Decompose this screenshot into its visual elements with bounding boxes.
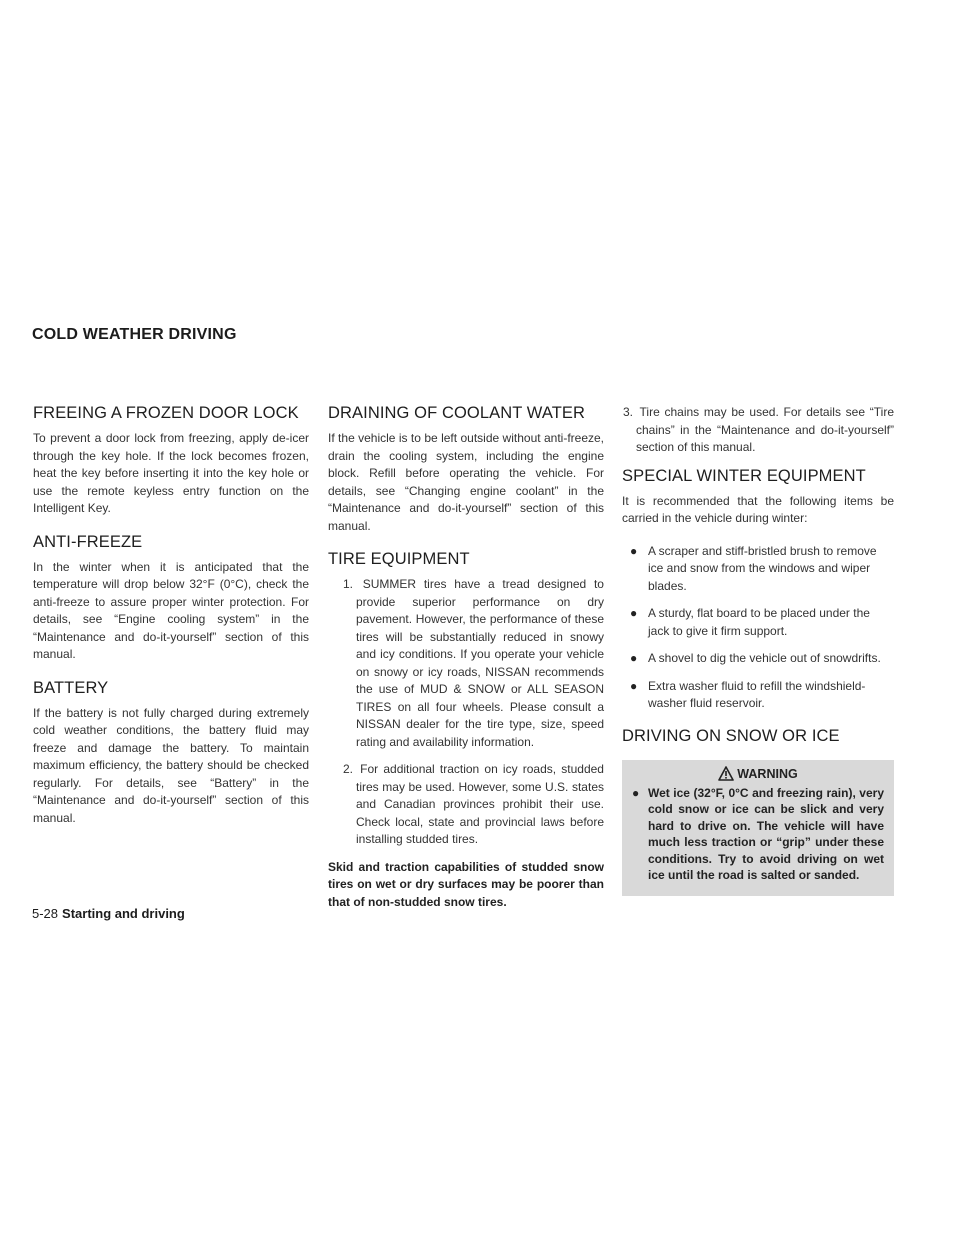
paragraph-special-winter-equipment: It is recommended that the following items be carried in the vehicle during winter: [622,493,894,525]
column-3 [622,404,894,896]
list-item-text: Tire chains may be used. For details see “Tire chains” in the “Maintenance and do-it-yourself” section of this manual. [636,405,894,454]
heading-driving-snow-ice: DRIVING ON SNOW OR ICE [622,726,840,745]
heading-anti-freeze: ANTI-FREEZE [33,532,143,551]
chapter-title: Starting and driving [62,906,185,921]
list-item [328,761,604,849]
winter-equipment-list [622,543,894,713]
studded-tire-note: Skid and traction capabilities of studded snow tires on wet or dry surfaces may be poorer than that of non-studded snow tires. [328,859,604,909]
list-item [622,605,894,640]
list-item [622,678,894,713]
section-title: COLD WEATHER DRIVING [32,326,237,343]
heading-frozen-door-lock: FREEING A FROZEN DOOR LOCK [33,404,299,422]
warning-label: WARNING [737,766,798,781]
heading-battery: BATTERY [33,678,109,697]
list-item-text: SUMMER tires have a tread designed to provide superior performance on dry pavement. However, the performance of these tires will be substantially reduced in snowy and icy conditions. If you operate your vehicle on snowy or icy roads, NISSAN recommends the use of MUD & SNOW or ALL SEASON TIRES on all four wheels. Please consult a NISSAN dealer for the tire type, size, speed rating and availability information. [356,577,604,749]
warning-text-content: Wet ice (32°F, 0°C and freezing rain), very cold snow or ice can be slick and very hard to drive on. The vehicle will have much less traction or “grip” under these conditions. Try to avoid driving on wet ice until the road is salted or sanded. [648,785,884,882]
paragraph-frozen-door-lock: To prevent a door lock from freezing, apply de-icer through the key hole. If the lock becomes frozen, heat the key before inserting it into the key hole or use the remote keyless entry function on the Intelligent Key. [33,431,309,515]
heading-draining-coolant: DRAINING OF COOLANT WATER [328,404,586,422]
tire-equipment-list [328,576,604,849]
list-item [622,543,894,596]
heading-special-winter-equipment: SPECIAL WINTER EQUIPMENT [622,466,866,485]
page-footer [32,906,185,921]
column-1 [33,404,309,842]
bullet-icon: ● [630,678,638,693]
warning-header [622,760,894,785]
list-item [622,404,894,457]
paragraph-anti-freeze: In the winter when it is anticipated that the temperature will drop below 32°F (0°C), check the anti-freeze to assure proper winter protection. For details, see “Engine cooling system” in the “Maintenance and do-it-yourself” section of this manual. [33,559,309,661]
warning-box [622,760,894,896]
list-item-text: For additional traction on icy roads, studded tires may be used. However, some U.S. states and Canadian provinces prohibit their use. Check local, state and provincial laws before installing studded tires. [356,762,604,846]
list-item [622,650,894,668]
bullet-icon: ● [632,785,640,800]
tire-equipment-list-continued [622,404,894,457]
bullet-icon: ● [630,606,638,620]
column-2 [328,404,604,926]
paragraph-battery: If the battery is not fully charged during extremely cold weather conditions, the battery fluid may freeze and damage the battery. To maintain maximum efficiency, the battery should be checked regularly. For details, see “Battery” in the “Maintenance and do-it-yourself” section of this manual. [33,705,309,825]
list-item [328,576,604,751]
list-item-text: Extra washer fluid to refill the windshield-washer fluid reservoir. [648,678,866,710]
page-number: 5-28 [32,906,59,921]
bullet-icon: ● [630,651,638,665]
list-item-text: A sturdy, flat board to be placed under the jack to give it firm support. [648,606,870,638]
heading-tire-equipment: TIRE EQUIPMENT [328,550,470,568]
list-item-number: 3. [623,405,634,419]
bullet-icon: ● [630,543,638,558]
list-item-text: A shovel to dig the vehicle out of snowdrifts. [648,651,881,665]
list-item-number: 2. [343,762,354,776]
paragraph-draining-coolant: If the vehicle is to be left outside without anti-freeze, drain the cooling system, including the engine block. Refill before operating the vehicle. For details, see “Changing engine coolant” in the “Maintenance and do-it-yourself” section of this manual. [328,431,604,533]
list-item-number: 1. [343,577,354,591]
warning-text [622,785,894,884]
warning-triangle-icon [718,766,734,781]
list-item-text: A scraper and stiff-bristled brush to remove ice and snow from the windows and wiper blades. [648,543,877,593]
